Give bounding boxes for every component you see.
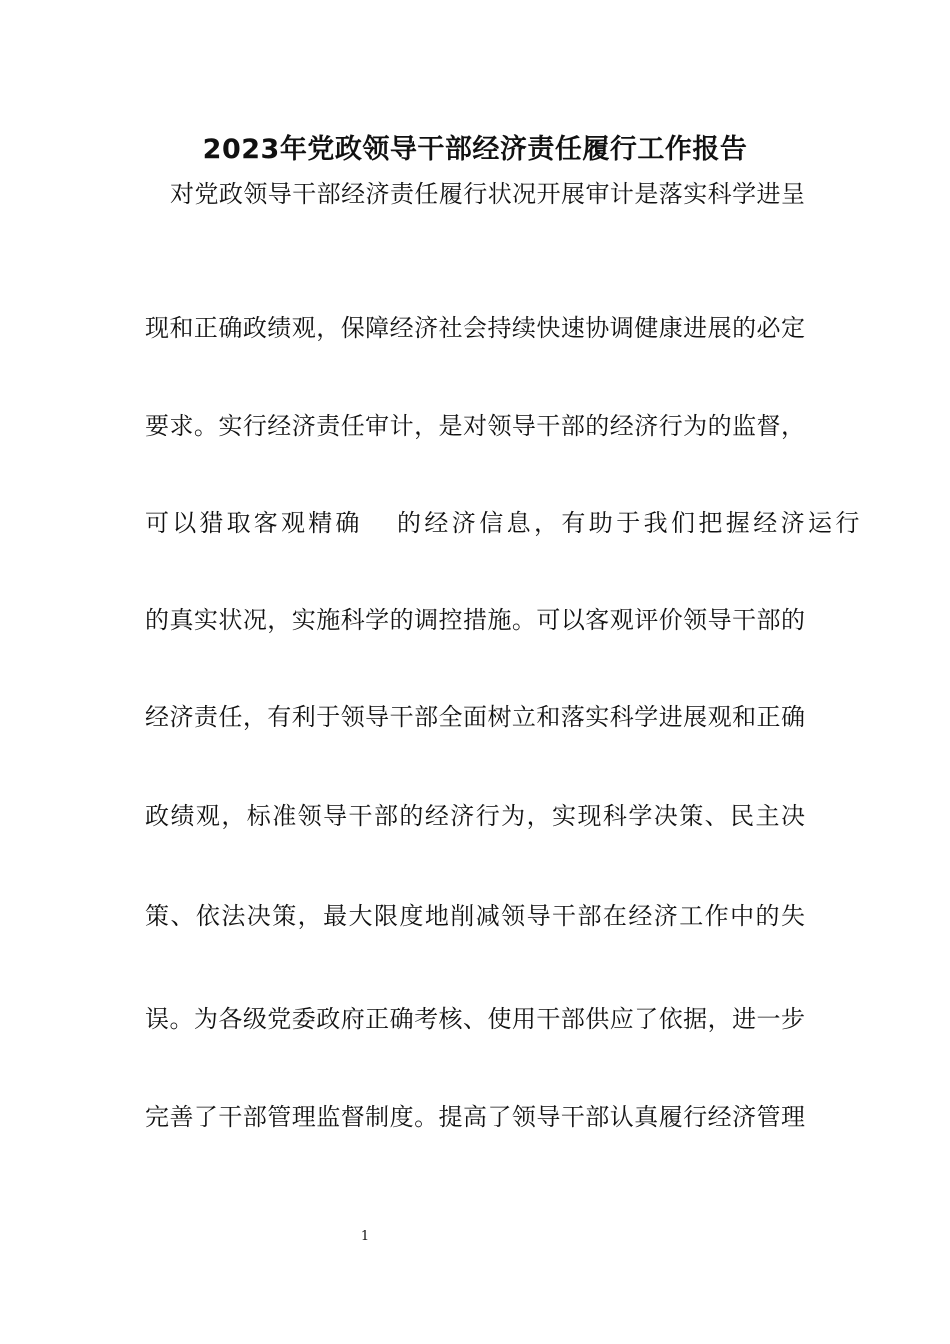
- paragraph-line-4-part-1: 可以猎取客观精确: [145, 509, 363, 537]
- paragraph-line-5: 的真实状况，实施科学的调控措施。可以客观评价领导干部的: [145, 606, 805, 634]
- paragraph-line-8: 策、依法决策，最大限度地削减领导干部在经济工作中的失: [145, 902, 805, 930]
- paragraph-line-3: 要求。实行经济责任审计，是对领导干部的经济行为的监督，: [145, 412, 805, 440]
- paragraph-line-2: 现和正确政绩观，保障经济社会持续快速协调健康进展的必定: [145, 314, 805, 342]
- document-title: 2023年党政领导干部经济责任履行工作报告: [202, 134, 748, 165]
- paragraph-line-9: 误。为各级党委政府正确考核、使用干部供应了依据，进一步: [145, 1005, 805, 1033]
- paragraph-line-1: 对党政领导干部经济责任履行状况开展审计是落实科学进呈: [170, 180, 805, 208]
- paragraph-line-10: 完善了干部管理监督制度。提高了领导干部认真履行经济管理: [145, 1103, 805, 1131]
- page-number: 1: [360, 1229, 370, 1244]
- paragraph-line-7: 政绩观，标准领导干部的经济行为，实现科学决策、民主决: [145, 802, 805, 830]
- paragraph-line-4-part-2: 的经济信息，有助于我们把握经济运行: [397, 509, 863, 537]
- paragraph-line-6: 经济责任，有利于领导干部全面树立和落实科学进展观和正确: [145, 703, 805, 731]
